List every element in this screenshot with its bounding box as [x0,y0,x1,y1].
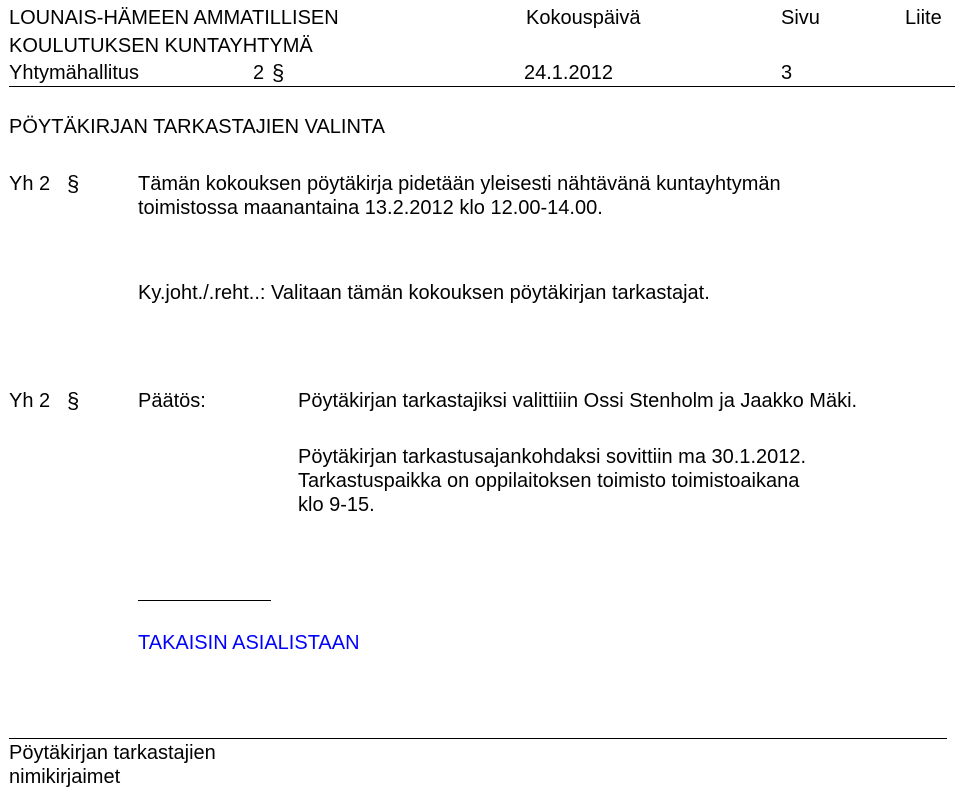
section-title: PÖYTÄKIRJAN TARKASTAJIEN VALINTA [9,116,386,138]
svg-text:§: § [67,388,80,413]
proposal-text: Ky.joht./.reht..: Valitaan tämän kokouksen pöytäkirjan tarkastajat. [138,282,710,304]
svg-text:§: § [272,60,285,85]
appendix-label: Liite [905,7,942,29]
back-to-agenda-link[interactable]: TAKAISIN ASIALISTAAN [138,632,360,654]
section-sign-icon [67,388,78,414]
footer-rule [9,738,947,739]
page-label: Sivu [781,7,820,29]
decision-line-2: Tarkastuspaikka on oppilaitoksen toimisto toimistoaikana [298,470,800,492]
meeting-date: 24.1.2012 [524,62,613,84]
section-sign-icon [67,171,78,197]
organization-name-line1: LOUNAIS-HÄMEEN AMMATILLISEN [9,7,339,29]
intro-line-1: Tämän kokouksen pöytäkirja pidetään yleisesti nähtävänä kuntayhtymän [138,173,781,195]
intro-paragraph [138,172,781,220]
organization-name-line2: KOULUTUKSEN KUNTAYHTYMÄ [9,35,313,57]
decision-text: Pöytäkirjan tarkastajiksi valittiiin Ossi Stenholm ja Jaakko Mäki. [298,390,858,412]
meeting-date-label: Kokouspäivä [526,7,641,29]
intro-reference: Yh 2 [9,173,51,195]
section-number: 2 [253,62,265,84]
svg-text:§: § [67,171,80,196]
footer-line-1: Pöytäkirjan tarkastajien [9,742,216,764]
intro-line-2: toimistossa maanantaina 13.2.2012 klo 12.00-14.00. [138,197,603,219]
governing-body-name: Yhtymähallitus [9,62,140,84]
page-number: 3 [781,62,793,84]
decision-line-3: klo 9-15. [298,494,375,516]
decision-reference: Yh 2 [9,390,51,412]
decision-label: Päätös: [138,390,206,412]
header-rule [9,86,955,87]
link-separator [138,600,271,601]
decision-line-1: Pöytäkirjan tarkastusajankohdaksi sovittiin ma 30.1.2012. [298,446,807,468]
decision-paragraph [298,445,806,517]
section-sign-icon [272,60,283,86]
footer-line-2: nimikirjaimet [9,766,121,788]
